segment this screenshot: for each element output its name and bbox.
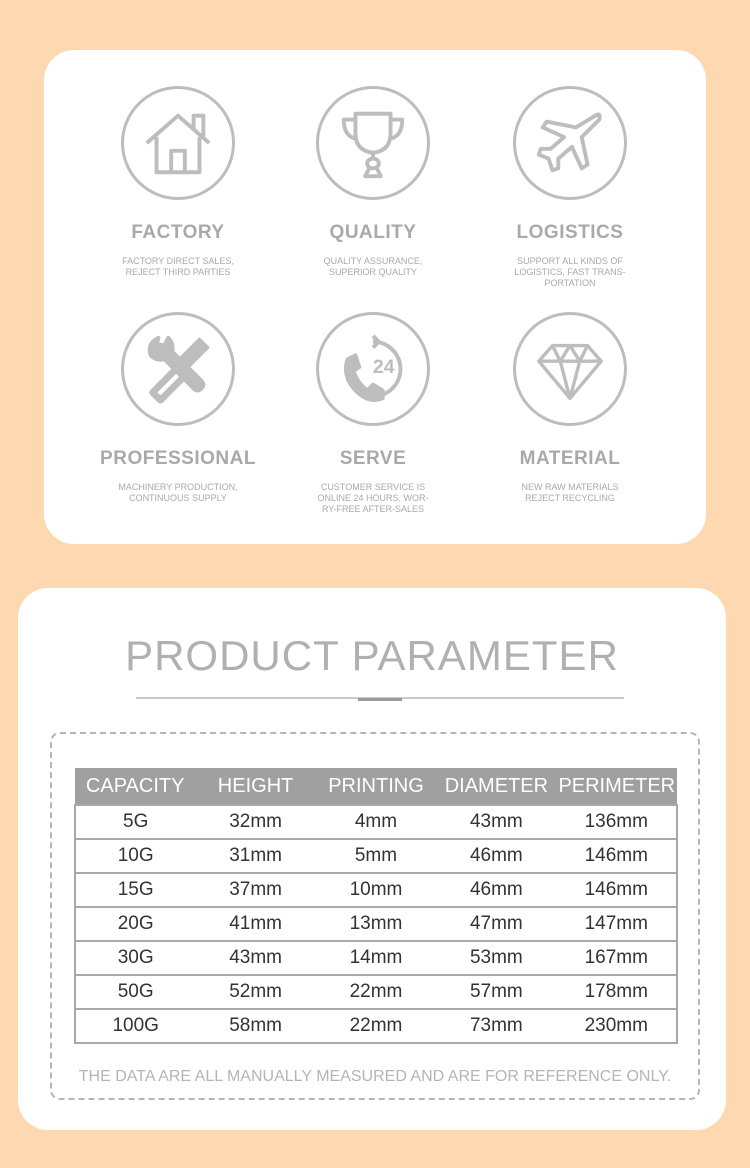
header-printing: PRINTING: [316, 768, 436, 805]
header-capacity: CAPACITY: [75, 768, 195, 805]
cell-diameter: 46mm: [436, 873, 556, 907]
cell-diameter: 53mm: [436, 941, 556, 975]
cell-perimeter: 146mm: [557, 839, 677, 873]
tools-icon: [121, 312, 235, 426]
cell-perimeter: 230mm: [557, 1009, 677, 1043]
cell-printing: 22mm: [316, 975, 436, 1009]
cell-capacity: 30G: [75, 941, 195, 975]
cell-height: 32mm: [195, 805, 315, 839]
features-card: [44, 50, 706, 544]
feature-title: LOGISTICS: [516, 222, 624, 243]
cell-height: 43mm: [195, 941, 315, 975]
table-row: [75, 975, 677, 1009]
cell-printing: 22mm: [316, 1009, 436, 1043]
diamond-icon: [513, 312, 627, 426]
cell-diameter: 73mm: [436, 1009, 556, 1043]
feature-material: [472, 312, 668, 504]
cell-height: 58mm: [195, 1009, 315, 1043]
feature-logistics: [472, 86, 668, 289]
cell-printing: 5mm: [316, 839, 436, 873]
icon-24-label: 24: [372, 355, 395, 378]
cell-printing: 10mm: [316, 873, 436, 907]
airplane-icon: [513, 86, 627, 200]
cell-perimeter: 147mm: [557, 907, 677, 941]
feature-desc: NEW RAW MATERIALS REJECT RECYCLING: [521, 482, 619, 503]
cell-capacity: 20G: [75, 907, 195, 941]
cell-diameter: 43mm: [436, 805, 556, 839]
feature-factory: [80, 86, 276, 278]
cell-printing: 14mm: [316, 941, 436, 975]
cell-height: 31mm: [195, 839, 315, 873]
feature-desc: CUSTOMER SERVICE IS ONLINE 24 HOURS, WOR- RY-FREE AFTER-SALES: [317, 482, 429, 514]
table-header-row: [75, 768, 677, 805]
parameter-table: [74, 768, 678, 1044]
house-icon: [121, 86, 235, 200]
cell-capacity: 10G: [75, 839, 195, 873]
parameter-table-frame: [50, 732, 700, 1100]
feature-desc: FACTORY DIRECT SALES, REJECT THIRD PARTIES: [122, 256, 234, 277]
feature-professional: [80, 312, 276, 504]
cell-height: 52mm: [195, 975, 315, 1009]
feature-serve: [275, 312, 471, 515]
cell-height: 41mm: [195, 907, 315, 941]
cell-height: 37mm: [195, 873, 315, 907]
cell-printing: 13mm: [316, 907, 436, 941]
cell-capacity: 100G: [75, 1009, 195, 1043]
cell-printing: 4mm: [316, 805, 436, 839]
feature-title: FACTORY: [131, 222, 225, 243]
cell-capacity: 5G: [75, 805, 195, 839]
cell-perimeter: 167mm: [557, 941, 677, 975]
cell-perimeter: 178mm: [557, 975, 677, 1009]
table-row: [75, 873, 677, 907]
feature-desc: QUALITY ASSURANCE, SUPERIOR QUALITY: [323, 256, 423, 277]
feature-title: SERVE: [339, 448, 407, 469]
cell-capacity: 50G: [75, 975, 195, 1009]
feature-desc: SUPPORT ALL KINDS OF LOGISTICS, FAST TRANS- PORTATION: [514, 256, 626, 288]
feature-title: MATERIAL: [519, 448, 621, 469]
header-height: HEIGHT: [195, 768, 315, 805]
reference-footnote: THE DATA ARE ALL MANUALLY MEASURED AND ARE FOR REFERENCE ONLY.: [78, 1068, 672, 1085]
cell-capacity: 15G: [75, 873, 195, 907]
table-row: [75, 805, 677, 839]
trophy-icon: [316, 86, 430, 200]
product-parameter-card: [18, 588, 726, 1130]
header-diameter: DIAMETER: [436, 768, 556, 805]
feature-quality: [275, 86, 471, 278]
cell-diameter: 57mm: [436, 975, 556, 1009]
parameter-title: PRODUCT PARAMETER: [125, 632, 619, 679]
cell-diameter: 46mm: [436, 839, 556, 873]
phone-24-icon: [316, 312, 430, 426]
feature-title: QUALITY: [329, 222, 417, 243]
table-row: [75, 1009, 677, 1043]
table-row: [75, 907, 677, 941]
table-row: [75, 839, 677, 873]
cell-diameter: 47mm: [436, 907, 556, 941]
feature-title: PROFESSIONAL: [100, 448, 256, 469]
table-row: [75, 941, 677, 975]
feature-desc: MACHINERY PRODUCTION, CONTINUOUS SUPPLY: [118, 482, 238, 503]
cell-perimeter: 136mm: [557, 805, 677, 839]
title-divider-accent: [358, 698, 402, 701]
cell-perimeter: 146mm: [557, 873, 677, 907]
header-perimeter: PERIMETER: [557, 768, 677, 805]
